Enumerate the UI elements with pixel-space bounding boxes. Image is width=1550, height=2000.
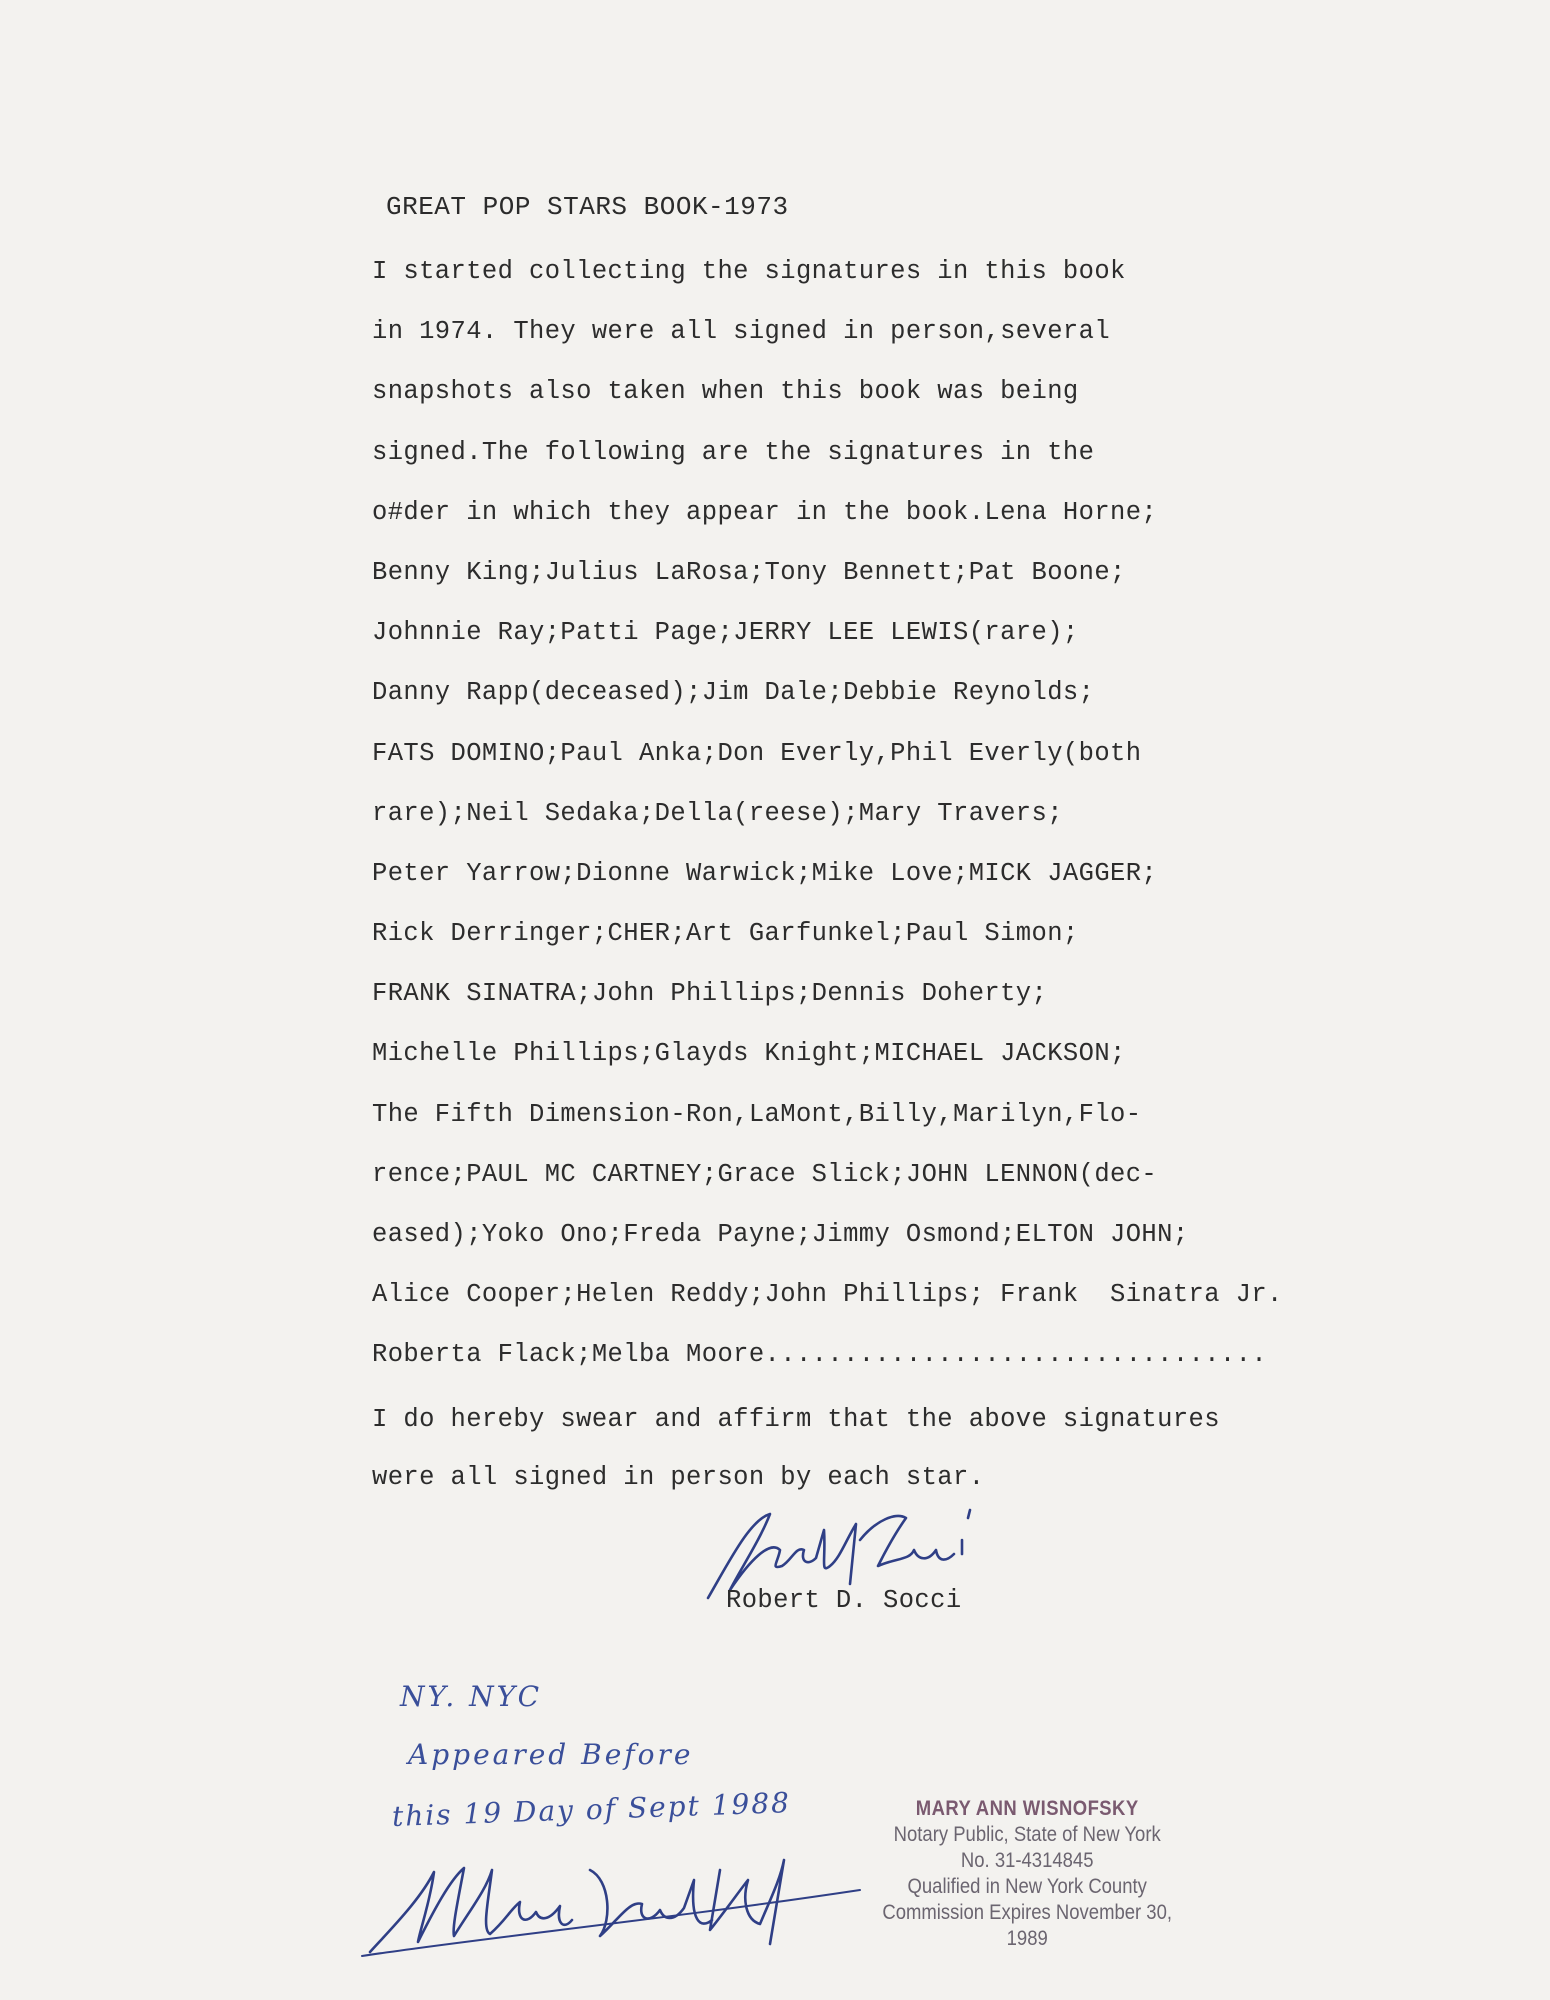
body-line: Danny Rapp(deceased);Jim Dale;Debbie Reynolds;: [372, 678, 1095, 708]
body-line: Johnnie Ray;Patti Page;JERRY LEE LEWIS(rare);: [372, 618, 1079, 648]
body-line: I started collecting the signatures in this book: [372, 257, 1126, 286]
document-title: GREAT POP STARS BOOK-1973: [386, 192, 789, 222]
notary-handwritten-appeared: Appeared Before: [408, 1738, 694, 1771]
body-line: FRANK SINATRA;John Phillips;Dennis Doherty;: [372, 979, 1048, 1009]
body-line: Alice Cooper;Helen Reddy;John Phillips; Frank Sinatra Jr.: [372, 1280, 1283, 1310]
notary-number: No. 31-4314845: [960, 1849, 1094, 1872]
body-line: The Fifth Dimension-Ron,LaMont,Billy,Marilyn,Flo-: [372, 1099, 1142, 1129]
body-line: eased);Yoko Ono;Freda Payne;Jimmy Osmond;ELTON JOHN;: [372, 1220, 1189, 1249]
affirmation-line: I do hereby swear and affirm that the above signatures: [372, 1405, 1220, 1434]
body-line: Benny King;Julius LaRosa;Tony Bennett;Pat Boone;: [372, 557, 1126, 587]
notary-handwritten-location: NY. NYC: [400, 1680, 543, 1713]
notary-handwritten-date: this 19 Day of Sept 1988: [391, 1786, 792, 1833]
affirmation-line: were all signed in person by each star.: [372, 1463, 985, 1492]
body-line: Roberta Flack;Melba Moore................................: [372, 1340, 1268, 1370]
notary-county: Qualified in New York County: [907, 1875, 1147, 1898]
body-line: snapshots also taken when this book was being: [372, 377, 1079, 407]
body-line: Michelle Phillips;Glayds Knight;MICHAEL JACKSON;: [372, 1039, 1126, 1069]
document-body: [372, 250, 1283, 1394]
signer-name: Robert D. Socci: [726, 1586, 962, 1615]
notary-stamp: [860, 1796, 1194, 1952]
notary-name: MARY ANN WISNOFSKY: [915, 1797, 1139, 1820]
body-line: rare);Neil Sedaka;Della(reese);Mary Travers;: [372, 798, 1063, 828]
body-line: rence;PAUL MC CARTNEY;Grace Slick;JOHN LENNON(dec-: [372, 1159, 1158, 1189]
signature-mary-ann-wisnofsky: [360, 1850, 880, 1960]
notary-title: Notary Public, State of New York: [893, 1823, 1161, 1846]
body-line: signed.The following are the signatures in the: [372, 437, 1095, 467]
body-line: in 1974. They were all signed in person,several: [372, 317, 1111, 347]
notary-commission: Commission Expires November 30, 1989: [882, 1901, 1173, 1950]
body-line: Rick Derringer;CHER;Art Garfunkel;Paul Simon;: [372, 919, 1079, 949]
affirmation: [372, 1398, 1220, 1514]
body-line: Peter Yarrow;Dionne Warwick;Mike Love;MICK JAGGER;: [372, 858, 1158, 888]
body-line: o#der in which they appear in the book.Lena Horne;: [372, 497, 1158, 527]
body-line: FATS DOMINO;Paul Anka;Don Everly,Phil Everly(both: [372, 738, 1142, 768]
